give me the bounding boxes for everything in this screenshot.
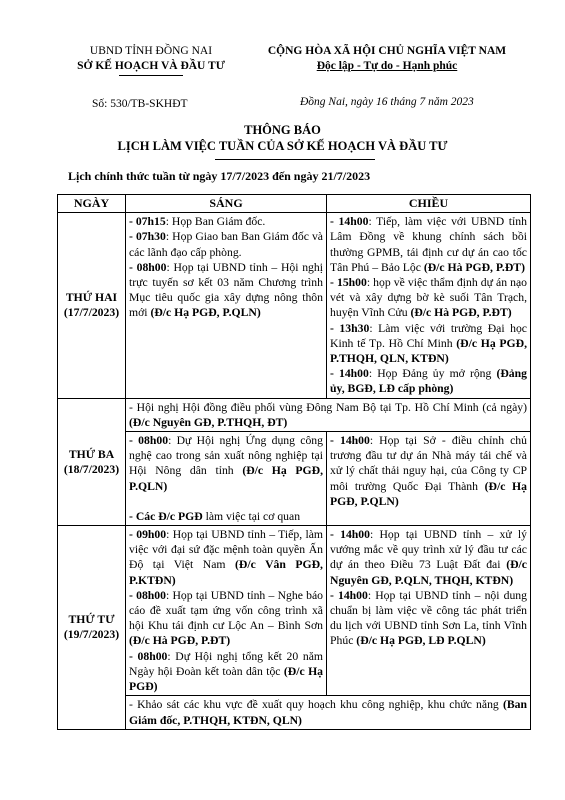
col-header-afternoon: CHIỀU [327,195,531,213]
fullday-cell-wednesday: - Khảo sát các khu vực đề xuất quy hoạch khu công nghiệp, khu chức năng (Ban Giám đốc, P.THQH, KTĐN, QLN) [126,696,531,729]
day-cell-wednesday [58,526,126,730]
list-item: - 14h00: Họp tại Sở - điều chỉnh chủ trương đầu tư dự án Nhà máy tái chế và xử lý chất thải nguy hại, của Công ty CP môi trường Quốc Đại Thành (Đ/c Hạ PGĐ, P.QLN) [330,434,527,508]
day-name: THỨ HAI [65,291,118,305]
table-row-wednesday-fullday [58,696,531,729]
day-date: (17/7/2023) [63,306,120,320]
afternoon-cell-wednesday [327,526,531,696]
national-motto: Độc lập - Tự do - Hạnh phúc [316,60,458,72]
doc-title: THÔNG BÁO [244,123,321,137]
national-block [242,44,532,74]
doc-title-sub: LỊCH LÀM VIỆC TUẦN CỦA SỞ KẾ HOẠCH VÀ ĐẦU TƯ [117,139,448,153]
list-item: - 07h15: Họp Ban Giám đốc. [129,215,266,229]
morning-cell-tuesday [126,432,327,526]
list-item: - 08h00: Họp tại UBND tỉnh – Hội nghị trực tuyến sơ kết 03 năm Chương trình Mục tiêu quốc gia xây dựng nông thôn mới (Đ/c Hạ PGĐ, P.QLN) [129,260,323,320]
day-name: THỨ TƯ [68,613,115,627]
list-item: - 08h00: Dự Hội nghị tổng kết 20 năm Ngày hội Đoàn kết toàn dân tộc (Đ/c Hạ PGĐ) [129,649,324,694]
day-name: THỨ BA [68,447,115,461]
table-row-monday [58,213,531,398]
day-date: (19/7/2023) [63,628,120,642]
national-title: CỘNG HÒA XÃ HỘI CHỦ NGHĨA VIỆT NAM [267,45,507,57]
list-item: - 08h00: Họp tại UBND tỉnh – Nghe báo cáo đề xuất tạm ứng vốn công trình xã hội Khu tái định cư Lộc An – Bình Sơn (Đ/c Hà PGĐ, P.ĐT) [129,588,323,648]
afternoon-cell-tuesday [327,432,531,526]
list-item: - 08h00: Dự Hội nghị Ứng dụng công nghệ cao trong sản xuất nông nghiệp tại Hội Nông dân tỉnh (Đ/c Hạ PGĐ, P.QLN) [129,434,324,493]
org-parent: UBND TỈNH ĐỒNG NAI [89,45,213,57]
afternoon-cell-monday [327,213,531,398]
day-date: (18/7/2023) [63,462,120,476]
list-item: - 14h00: Họp tại UBND tỉnh – xử lý vướng mắc về quy trình xử lý đầu tư các dự án theo Điều 73 Luật Đất đai (Đ/c Nguyên GĐ, P.QLN, THQH, KTĐN) [330,528,527,587]
col-header-day: NGÀY [58,195,126,213]
list-item: - 09h00: Họp tại UBND tỉnh – Tiếp, làm việc với đại sứ đặc mệnh toàn quyền Ấn Độ tại Việt Nam (Đ/c Vân PGĐ, P.KTĐN) [129,528,323,587]
list-item: - 13h30: Làm việc với trường Đại học Kinh tế Tp. Hồ Chí Minh (Đ/c Hạ PGĐ, P.THQH, QLN, KTĐN) [330,321,527,366]
table-header-row [58,195,531,213]
schedule-table [57,194,531,730]
list-item: - 14h00: Tiếp, làm việc với UBND tỉnh Lâm Đồng về khung chính sách bồi thường GPMB, tái định cư dự án cao tốc Tân Phú – Bảo Lộc (Đ/c Hà PGĐ, P.ĐT) [330,215,527,274]
list-item: - 14h00: Họp Đảng ủy mở rộng (Đảng ủy, BGĐ, LĐ cấp phòng) [330,367,527,396]
morning-cell-monday [126,213,327,398]
list-item: - 14h00: Họp tại UBND tỉnh – nội dung chuẩn bị làm việc về công tác phát triển du lịch với UBND tỉnh Sơn La, tỉnh Vĩnh Phúc (Đ/c Hạ PGĐ, LĐ P.QLN) [330,588,527,648]
fullday-cell-tuesday: - Hội nghị Hội đồng điều phối vùng Đông Nam Bộ tại Tp. Hồ Chí Minh (cả ngày) (Đ/c Nguyên GĐ, P.THQH, ĐT) [126,398,531,431]
place-date: Đồng Nai, ngày 16 tháng 7 năm 2023 [300,96,474,108]
list-item: - 15h00: họp về việc thẩm định dự án nạo vét và xây dựng bờ kè suối Tân Trạch, huyện Vĩnh Cửu (Đ/c Hà PGĐ, P.ĐT) [330,276,527,320]
col-header-morning: SÁNG [126,195,327,213]
title-divider [215,159,375,160]
day-cell-tuesday [58,398,126,525]
table-row-tuesday-sessions [58,432,531,526]
list-item: - Các Đ/c PGĐ làm việc tại cơ quan [129,509,301,523]
morning-cell-wednesday [126,526,327,696]
issuer-underline [119,75,183,76]
day-cell-monday [58,213,126,398]
table-row-tuesday [58,398,531,431]
org-name: SỞ KẾ HOẠCH VÀ ĐẦU TƯ [77,60,225,72]
table-row-wednesday [58,526,531,696]
schedule-period: Lịch chính thức tuần từ ngày 17/7/2023 đến ngày 21/7/2023 [68,169,371,183]
document-number: Số: 530/TB-SKHĐT [92,98,188,110]
list-item: - 07h30: Họp Giao ban Ban Giám đốc và các lãnh đạo cấp phòng. [129,230,323,259]
issuer-block [58,44,244,76]
